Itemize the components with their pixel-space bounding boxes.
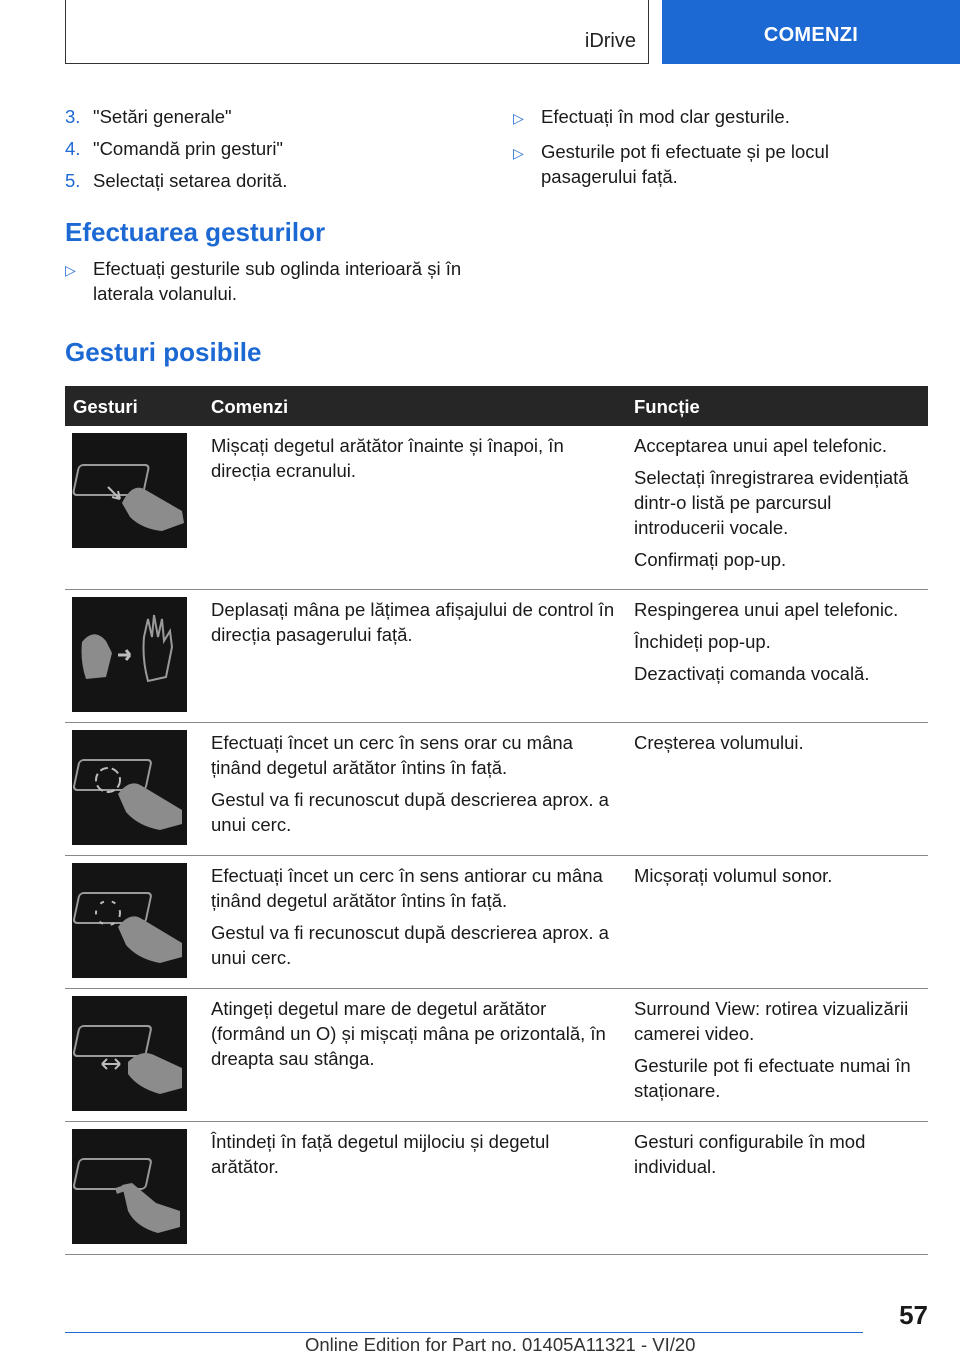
command-cell	[203, 856, 626, 989]
command-text: Mișcați degetul arătător înainte și înapoi, în direcția ecranului.	[211, 435, 564, 481]
table-row	[65, 426, 928, 590]
col-header-gesturi: Gesturi	[65, 386, 203, 426]
steps-list	[65, 104, 485, 200]
bullet-text: Efectuați în mod clar gesturile.	[541, 106, 790, 127]
bullet-item	[513, 104, 928, 131]
command-cell	[203, 426, 626, 590]
table-row	[65, 723, 928, 856]
command-text: Gestul va fi recunoscut după descrierea aprox. a unui cerc.	[211, 922, 609, 968]
command-text: Întindeți în față degetul mijlociu și degetul arătător.	[211, 1131, 550, 1177]
function-cell	[626, 426, 928, 590]
command-text: Efectuați încet un cerc în sens orar cu mâna ținând degetul arătător întins în față.	[211, 732, 573, 778]
heading-efectuarea-gesturilor: Efectuarea gesturilor	[65, 217, 326, 247]
step-text: "Setări generale"	[93, 106, 232, 127]
step-item	[65, 168, 485, 193]
circle-counterclockwise-icon	[72, 863, 187, 978]
command-text: Deplasați mâna pe lățimea afișajului de control în direcția pasagerului față.	[211, 599, 615, 645]
function-text: Creșterea volumului.	[634, 732, 804, 753]
heading-gesturi-posibile: Gesturi posibile	[65, 337, 262, 367]
command-cell	[203, 1122, 626, 1255]
col-header-comenzi: Comenzi	[203, 386, 626, 426]
bullets-right	[513, 104, 928, 197]
function-text: Respingerea unui apel telefonic.	[634, 599, 899, 620]
bullet-item	[65, 256, 485, 306]
function-text: Dezactivați comanda vocală.	[634, 663, 870, 684]
triangle-bullet-icon: ▷	[513, 110, 524, 126]
triangle-bullet-icon: ▷	[65, 262, 76, 278]
bullet-item	[513, 139, 928, 189]
pinch-swipe-icon	[72, 996, 187, 1111]
gesture-image-cell	[65, 1122, 203, 1255]
step-text: "Comandă prin gesturi"	[93, 138, 284, 159]
command-text: Atingeți degetul mare de degetul arătător (formând un O) și mișcați mâna pe orizontală, în dreapta sau stânga.	[211, 998, 606, 1069]
function-cell	[626, 856, 928, 989]
table-row	[65, 989, 928, 1122]
function-text: Acceptarea unui apel telefonic.	[634, 435, 888, 456]
function-text: Confirmați pop-up.	[634, 549, 787, 570]
footer-edition: Online Edition for Part no. 01405A11321 - VI/20	[305, 1334, 696, 1355]
table-row	[65, 590, 928, 723]
bullet-text: Efectuați gesturile sub oglinda interioară și în laterala volanului.	[93, 258, 462, 304]
command-cell	[203, 989, 626, 1122]
function-cell	[626, 1122, 928, 1255]
function-text: Gesturile pot fi efectuate numai în staționare.	[634, 1055, 911, 1101]
gesture-image-cell	[65, 989, 203, 1122]
function-text: Gesturi configurabile în mod individual.	[634, 1131, 866, 1177]
finger-forward-back-icon	[72, 433, 187, 548]
command-cell	[203, 723, 626, 856]
page-number: 57	[899, 1300, 928, 1330]
col-header-functie: Funcție	[626, 386, 928, 426]
function-text: Micșorați volumul sonor.	[634, 865, 833, 886]
header-tab-comenzi[interactable]: COMENZI	[662, 0, 960, 64]
function-cell	[626, 590, 928, 723]
function-text: Închideți pop-up.	[634, 631, 771, 652]
step-text: Selectați setarea dorită.	[93, 170, 288, 191]
step-number: 4.	[65, 138, 81, 159]
header-section-label: iDrive	[584, 30, 636, 52]
step-number: 5.	[65, 170, 81, 191]
hand-swipe-icon	[72, 597, 187, 712]
command-text: Gestul va fi recunoscut după descrierea aprox. a unui cerc.	[211, 789, 609, 835]
footer-divider	[65, 1332, 863, 1333]
gesture-image-cell	[65, 426, 203, 590]
table-row	[65, 856, 928, 989]
function-cell	[626, 989, 928, 1122]
step-item	[65, 136, 485, 161]
gestures-table	[65, 386, 928, 1255]
triangle-bullet-icon: ▷	[513, 145, 524, 161]
function-text: Selectați înregistrarea evidențiată dintr-o listă pe parcursul introducerii vocale.	[634, 467, 909, 538]
function-cell	[626, 723, 928, 856]
command-cell	[203, 590, 626, 723]
step-number: 3.	[65, 106, 81, 127]
command-text: Efectuați încet un cerc în sens antiorar cu mâna ținând degetul arătător întins în față.	[211, 865, 603, 911]
function-text: Surround View: rotirea vizualizării camerei video.	[634, 998, 909, 1044]
table-header-row	[65, 386, 928, 426]
header-box	[65, 0, 649, 64]
gesture-image-cell	[65, 856, 203, 989]
step-item	[65, 104, 485, 129]
gesture-image-cell	[65, 590, 203, 723]
circle-clockwise-icon	[72, 730, 187, 845]
gesture-image-cell	[65, 723, 203, 856]
bullet-text: Gesturile pot fi efectuate și pe locul pasagerului față.	[541, 141, 829, 187]
bullets-left	[65, 256, 485, 314]
two-finger-point-icon	[72, 1129, 187, 1244]
table-row	[65, 1122, 928, 1255]
